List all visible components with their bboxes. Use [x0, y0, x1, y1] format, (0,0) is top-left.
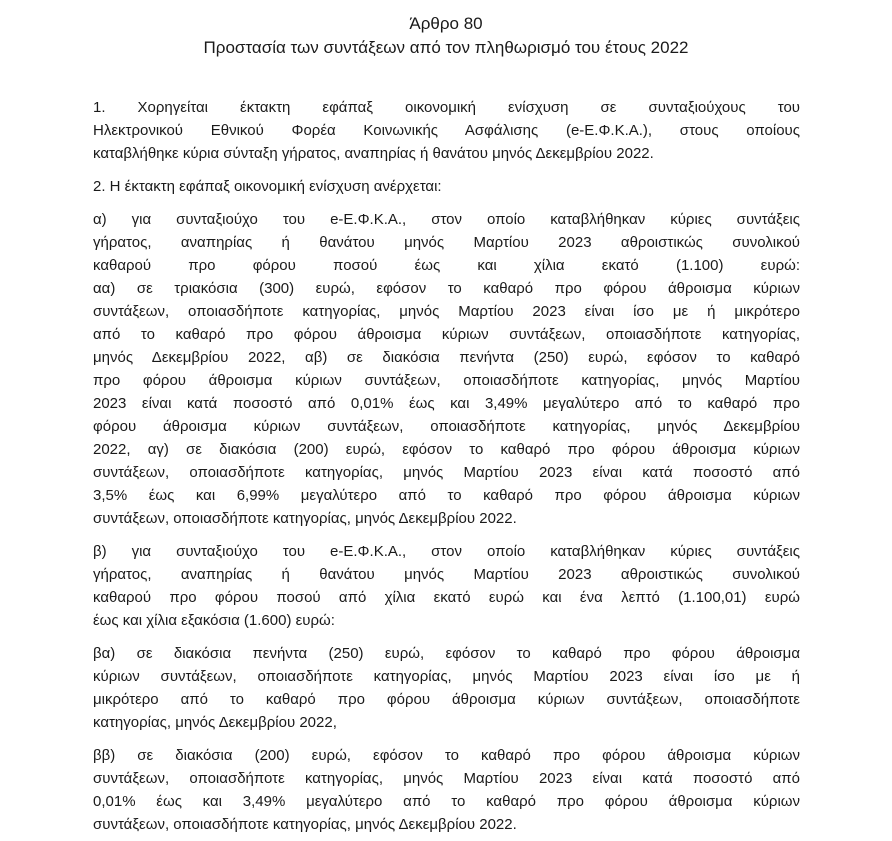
text-line: γήρατος, αναπηρίας ή θανάτου μηνός Μαρτίου 2023 αθροιστικώς συνολικού [93, 234, 800, 251]
document-header [0, 12, 892, 60]
text-line: κύριων συντάξεων, οποιασδήποτε κατηγορίας, μηνός Μαρτίου 2023 είναι ίσο με ή [93, 668, 800, 685]
text-line: 2023 είναι κατά ποσοστό από 0,01% έως και 3,49% μεγαλύτερο από το καθαρό προ [93, 395, 800, 412]
text-line: καθαρού προ φόρου ποσού έως και χίλια εκατό (1.100) ευρώ: [93, 257, 800, 274]
paragraph-1 [93, 96, 800, 165]
text-line: συντάξεων, οποιασδήποτε κατηγορίας, μηνός Μαρτίου 2023 είναι ίσο με ή μικρότερο [93, 303, 800, 320]
text-line: 1. Χορηγείται έκτακτη εφάπαξ οικονομική ενίσχυση σε συνταξιούχους του [93, 99, 800, 116]
paragraph-beta [93, 540, 800, 632]
text-line: καθαρού προ φόρου ποσού από χίλια εκατό ευρώ και ένα λεπτό (1.100,01) ευρώ [93, 589, 800, 606]
paragraph-beta-beta [93, 744, 800, 836]
text-line: γήρατος, αναπηρίας ή θανάτου μηνός Μαρτίου 2023 αθροιστικώς συνολικού [93, 566, 800, 583]
article-title: Άρθρο 80 [409, 14, 483, 33]
text-line: 2022, αγ) σε διακόσια (200) ευρώ, εφόσον το καθαρό προ φόρου άθροισμα κύριων [93, 441, 800, 458]
document-body [93, 96, 800, 836]
text-line: α) για συνταξιούχο του e-Ε.Φ.Κ.Α., στον οποίο καταβλήθηκαν κύριες συντάξεις [93, 211, 800, 228]
text-line: έως και χίλια εξακόσια (1.600) ευρώ: [93, 612, 335, 629]
text-line: ββ) σε διακόσια (200) ευρώ, εφόσον το καθαρό προ φόρου άθροισμα κύριων [93, 747, 800, 764]
text-line: βα) σε διακόσια πενήντα (250) ευρώ, εφόσον το καθαρό προ φόρου άθροισμα [93, 645, 800, 662]
paragraph-2 [93, 175, 800, 198]
text-line: συντάξεων, οποιασδήποτε κατηγορίας, μηνός Μαρτίου 2023 είναι κατά ποσοστό από [93, 464, 800, 481]
paragraph-alpha [93, 208, 800, 530]
text-line: από το καθαρό προ φόρου άθροισμα κύριων συντάξεων, οποιασδήποτε κατηγορίας, [93, 326, 800, 343]
text-line: συντάξεων, οποιασδήποτε κατηγορίας, μηνός Δεκεμβρίου 2022. [93, 816, 517, 833]
text-line: συντάξεων, οποιασδήποτε κατηγορίας, μηνός Δεκεμβρίου 2022. [93, 510, 517, 527]
text-line: μικρότερο από το καθαρό προ φόρου άθροισμα κύριων συντάξεων, οποιασδήποτε [93, 691, 800, 708]
paragraph-beta-alpha [93, 642, 800, 734]
text-line: 3,5% έως και 6,99% μεγαλύτερο από το καθαρό προ φόρου άθροισμα κύριων [93, 487, 800, 504]
text-line: φόρου άθροισμα κύριων συντάξεων, οποιασδήποτε κατηγορίας, μηνός Δεκεμβρίου [93, 418, 800, 435]
text-line: καταβλήθηκε κύρια σύνταξη γήρατος, αναπηρίας ή θανάτου μηνός Δεκεμβρίου 2022. [93, 145, 654, 162]
text-line: προ φόρου άθροισμα κύριων συντάξεων, οποιασδήποτε κατηγορίας, μηνός Μαρτίου [93, 372, 800, 389]
text-line: κατηγορίας, μηνός Δεκεμβρίου 2022, [93, 714, 337, 731]
text-line: Ηλεκτρονικού Εθνικού Φορέα Κοινωνικής Ασφάλισης (e-Ε.Φ.Κ.Α.), στους οποίους [93, 122, 800, 139]
text-line: 0,01% έως και 3,49% μεγαλύτερο από το καθαρό προ φόρου άθροισμα κύριων [93, 793, 800, 810]
text-line: αα) σε τριακόσια (300) ευρώ, εφόσον το καθαρό προ φόρου άθροισμα κύριων [93, 280, 800, 297]
text-line: μηνός Δεκεμβρίου 2022, αβ) σε διακόσια πενήντα (250) ευρώ, εφόσον το καθαρό [93, 349, 800, 366]
text-line: 2. Η έκτακτη εφάπαξ οικονομική ενίσχυση ανέρχεται: [93, 178, 442, 195]
text-line: β) για συνταξιούχο του e-Ε.Φ.Κ.Α., στον οποίο καταβλήθηκαν κύριες συντάξεις [93, 543, 800, 560]
article-subtitle: Προστασία των συντάξεων από τον πληθωρισμό του έτους 2022 [203, 38, 689, 57]
text-line: συντάξεων, οποιασδήποτε κατηγορίας, μηνός Μαρτίου 2023 είναι κατά ποσοστό από [93, 770, 800, 787]
